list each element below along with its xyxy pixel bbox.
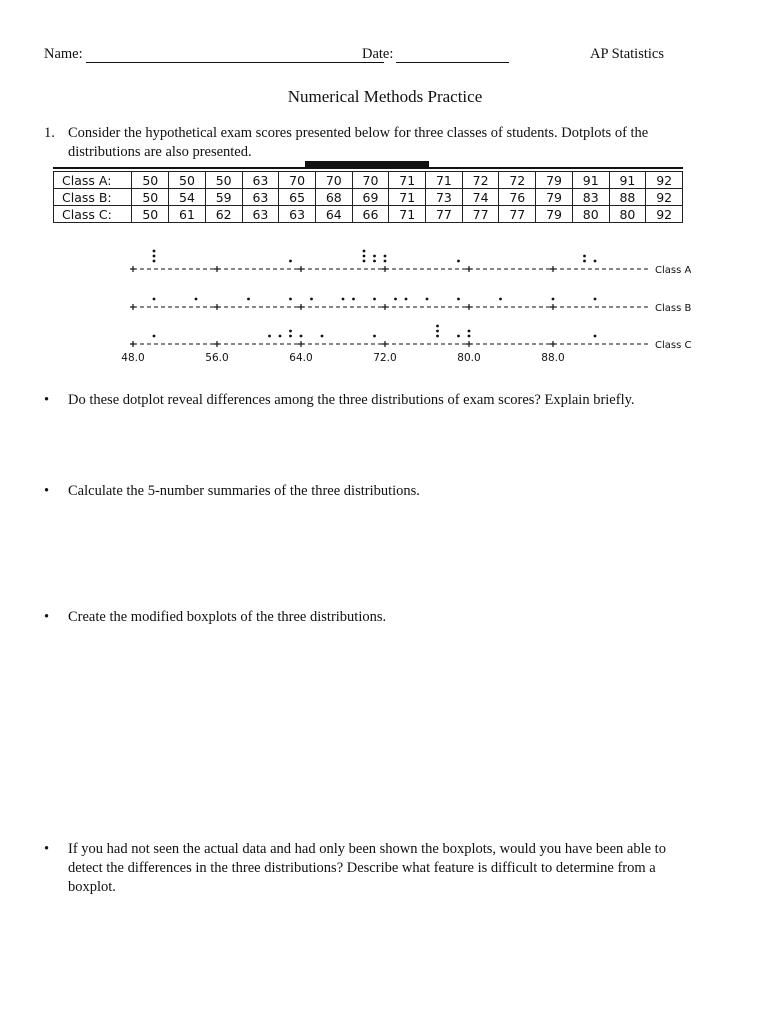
axis-tick-label: 64.0 [289,352,313,364]
data-point [468,335,471,338]
score-cell: 70 [315,172,352,189]
score-cell: 79 [536,189,573,206]
score-cell: 77 [462,206,499,223]
bullet-point-icon: • [44,392,50,408]
data-point [247,298,250,301]
series-label: Class A [655,265,692,276]
score-cell: 79 [536,172,573,189]
row-label: Class B: [54,189,132,206]
date-blank-line[interactable] [396,62,509,63]
data-point [436,325,439,328]
score-cell: 77 [499,206,536,223]
axis-tick-label: 56.0 [205,352,229,364]
score-cell: 77 [426,206,463,223]
scores-table [53,171,683,223]
data-point [342,298,345,301]
data-point [457,260,460,263]
score-cell: 72 [499,172,536,189]
data-point [457,298,460,301]
score-cell: 73 [426,189,463,206]
course-name: AP Statistics [590,46,664,62]
bullet-text: Do these dotplot reveal differences among the three distributions of exam scores? Explain briefly. [68,392,635,408]
axis-tick-label: 88.0 [541,352,565,364]
data-point [153,250,156,253]
score-cell: 70 [352,172,389,189]
score-cell: 68 [315,189,352,206]
score-cell: 59 [205,189,242,206]
bullet-point-icon: • [44,841,50,857]
date-label: Date: [362,46,394,62]
score-cell: 79 [536,206,573,223]
row-label: Class C: [54,206,132,223]
table-row [54,172,683,189]
data-point [195,298,198,301]
table-row [54,206,683,223]
score-cell: 91 [609,172,646,189]
page-title: Numerical Methods Practice [287,87,483,106]
bullet-text: If you had not seen the actual data and had only been shown the boxplots, would you have been able to detect the differences in the three distributions? Describe what feature is difficult to determine from a boxplot. [68,841,666,895]
data-point [436,330,439,333]
data-point [594,335,597,338]
worksheet-header [44,46,684,66]
scores-table-container [53,161,683,227]
data-point [552,298,555,301]
data-point [594,298,597,301]
data-point [289,330,292,333]
data-point [436,335,439,338]
score-cell: 76 [499,189,536,206]
score-cell: 88 [609,189,646,206]
data-point [279,335,282,338]
question-number: 1. [44,125,55,141]
data-point [363,260,366,263]
data-point [268,335,271,338]
data-point [363,250,366,253]
bullet-text: Calculate the 5-number summaries of the three distributions. [68,483,420,499]
score-cell: 63 [279,206,316,223]
data-point [384,255,387,258]
name-label: Name: [44,46,83,62]
score-cell: 72 [462,172,499,189]
bullet-point-icon: • [44,609,50,625]
data-point [373,298,376,301]
score-cell: 80 [609,206,646,223]
data-point [405,298,408,301]
axis-tick-label: 48.0 [121,352,145,364]
data-point [310,298,313,301]
score-cell: 92 [646,172,683,189]
score-cell: 92 [646,189,683,206]
data-point [300,335,303,338]
score-cell: 71 [426,172,463,189]
data-point [384,260,387,263]
data-point [352,298,355,301]
data-point [363,255,366,258]
series-label: Class B [655,303,692,314]
data-point [594,260,597,263]
data-point [468,330,471,333]
score-cell: 92 [646,206,683,223]
data-point [153,335,156,338]
bullet-text: Create the modified boxplots of the three distributions. [68,609,387,625]
axis-tick-label: 80.0 [457,352,481,364]
score-cell: 54 [169,189,206,206]
score-cell: 63 [242,189,279,206]
score-cell: 50 [132,189,169,206]
score-cell: 62 [205,206,242,223]
table-top-rule [53,167,683,169]
bullet-point-icon: • [44,483,50,499]
data-point [153,260,156,263]
data-point [583,255,586,258]
question-text: Consider the hypothetical exam scores presented below for three classes of students. Dotplots of the distributions are also presented. [68,125,649,160]
series-label: Class C [655,340,692,351]
dotplots [104,236,692,370]
score-cell: 50 [132,206,169,223]
axis-tick-label: 72.0 [373,352,397,364]
score-cell: 50 [132,172,169,189]
score-cell: 91 [572,172,609,189]
data-point [289,298,292,301]
data-point [373,255,376,258]
score-cell: 64 [315,206,352,223]
score-cell: 71 [389,206,426,223]
data-point [373,260,376,263]
score-cell: 50 [205,172,242,189]
data-point [426,298,429,301]
score-cell: 74 [462,189,499,206]
table-row [54,189,683,206]
data-point [457,335,460,338]
score-cell: 50 [169,172,206,189]
score-cell: 71 [389,189,426,206]
score-cell: 63 [242,206,279,223]
score-cell: 71 [389,172,426,189]
data-point [583,260,586,263]
data-point [153,255,156,258]
data-point [289,335,292,338]
score-cell: 80 [572,206,609,223]
score-cell: 83 [572,189,609,206]
score-cell: 63 [242,172,279,189]
score-cell: 69 [352,189,389,206]
data-point [321,335,324,338]
row-label: Class A: [54,172,132,189]
data-point [289,260,292,263]
score-cell: 65 [279,189,316,206]
score-cell: 61 [169,206,206,223]
data-point [394,298,397,301]
data-point [499,298,502,301]
data-point [153,298,156,301]
name-blank-line[interactable] [86,62,384,63]
score-cell: 70 [279,172,316,189]
data-point [373,335,376,338]
score-cell: 66 [352,206,389,223]
